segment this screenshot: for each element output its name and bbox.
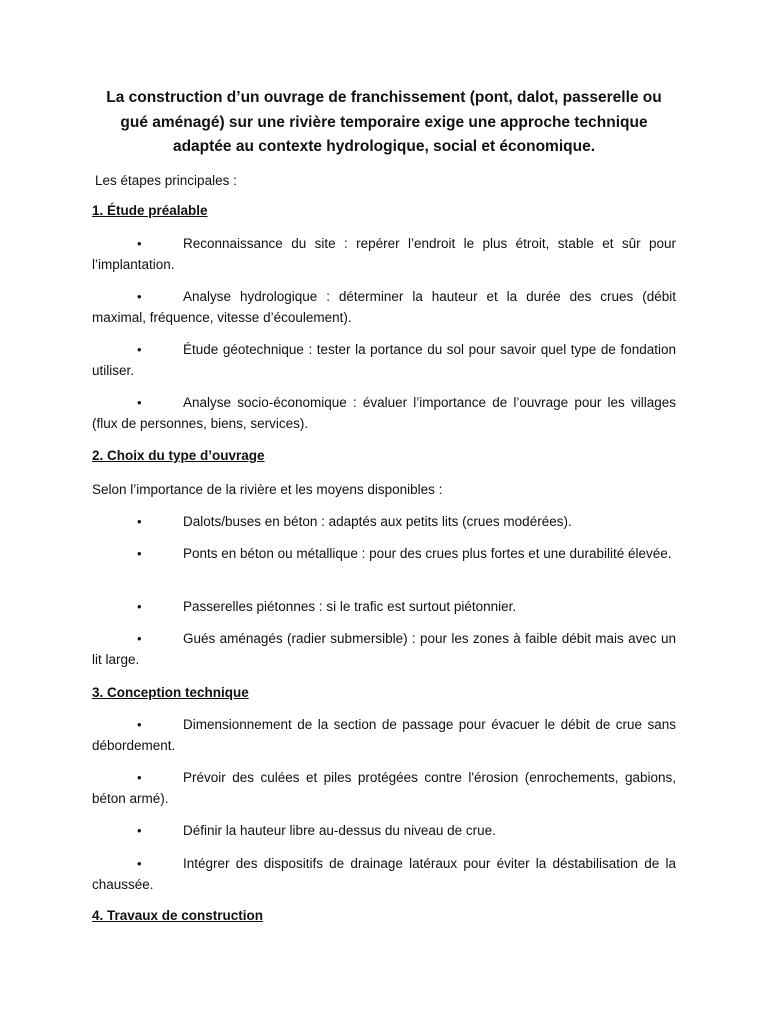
list-item-text: Prévoir des culées et piles protégées contre l'érosion (enrochements, gabions, béton armé). <box>92 770 676 806</box>
list-item <box>92 596 676 617</box>
list-item-text: Intégrer des dispositifs de drainage latéraux pour éviter la déstabilisation de la chaussée. <box>92 856 676 892</box>
bullet-icon: • <box>137 823 142 838</box>
bullet-icon: • <box>137 546 142 561</box>
list-item <box>92 714 676 756</box>
bullet-icon: • <box>137 342 142 357</box>
list-item <box>92 820 676 841</box>
list-item-text: Étude géotechnique : tester la portance du sol pour savoir quel type de fondation utiliser. <box>92 342 676 378</box>
section-heading-travaux-construction: 4. Travaux de construction <box>92 908 264 923</box>
section-lead-text: Selon l’importance de la rivière et les moyens disponibles : <box>92 482 443 497</box>
bullet-icon: • <box>137 236 142 251</box>
bullet-icon: • <box>137 289 142 304</box>
list-item <box>92 511 676 532</box>
list-item <box>92 853 676 895</box>
bullet-icon: • <box>137 631 142 646</box>
bullet-icon: • <box>137 599 142 614</box>
list-item-text: Passerelles piétonnes : si le trafic est surtout piétonnier. <box>183 599 517 614</box>
document-title: La construction d’un ouvrage de franchissement (pont, dalot, passerelle ou gué aménagé) sur une rivière temporaire exige une approche technique adaptée au contexte hydrologique, social et économique. <box>106 89 662 155</box>
intro-text: Les étapes principales : <box>95 173 237 188</box>
section-heading-conception-technique: 3. Conception technique <box>92 685 249 700</box>
list-item-text: Analyse socio-économique : évaluer l’importance de l’ouvrage pour les villages (flux de personnes, biens, services). <box>92 395 676 431</box>
list-item-text: Reconnaissance du site : repérer l’endroit le plus étroit, stable et sûr pour l’implantation. <box>92 236 676 272</box>
list-item <box>92 543 676 564</box>
list-item <box>92 339 676 381</box>
list-item-text: Ponts en béton ou métallique : pour des crues plus fortes et une durabilité élevée. <box>183 546 672 561</box>
list-item <box>92 628 676 670</box>
list-item-text: Dalots/buses en béton : adaptés aux petits lits (crues modérées). <box>183 514 572 529</box>
section-heading-etude-prealable: 1. Étude préalable <box>92 203 208 218</box>
list-item-text: Dimensionnement de la section de passage pour évacuer le débit de crue sans débordement. <box>92 717 676 753</box>
list-item <box>92 767 676 809</box>
list-item-text: Gués aménagés (radier submersible) : pour les zones à faible débit mais avec un lit large. <box>92 631 676 667</box>
bullet-icon: • <box>137 395 142 410</box>
section-heading-choix-ouvrage: 2. Choix du type d’ouvrage <box>92 448 265 463</box>
bullet-icon: • <box>137 514 142 529</box>
bullet-icon: • <box>137 770 142 785</box>
list-item <box>92 286 676 328</box>
list-item <box>92 233 676 275</box>
list-item-text: Analyse hydrologique : déterminer la hauteur et la durée des crues (débit maximal, fréquence, vitesse d’écoulement). <box>92 289 676 325</box>
bullet-icon: • <box>137 856 142 871</box>
list-item <box>92 392 676 434</box>
bullet-icon: • <box>137 717 142 732</box>
list-item-text: Définir la hauteur libre au-dessus du niveau de crue. <box>183 823 496 838</box>
